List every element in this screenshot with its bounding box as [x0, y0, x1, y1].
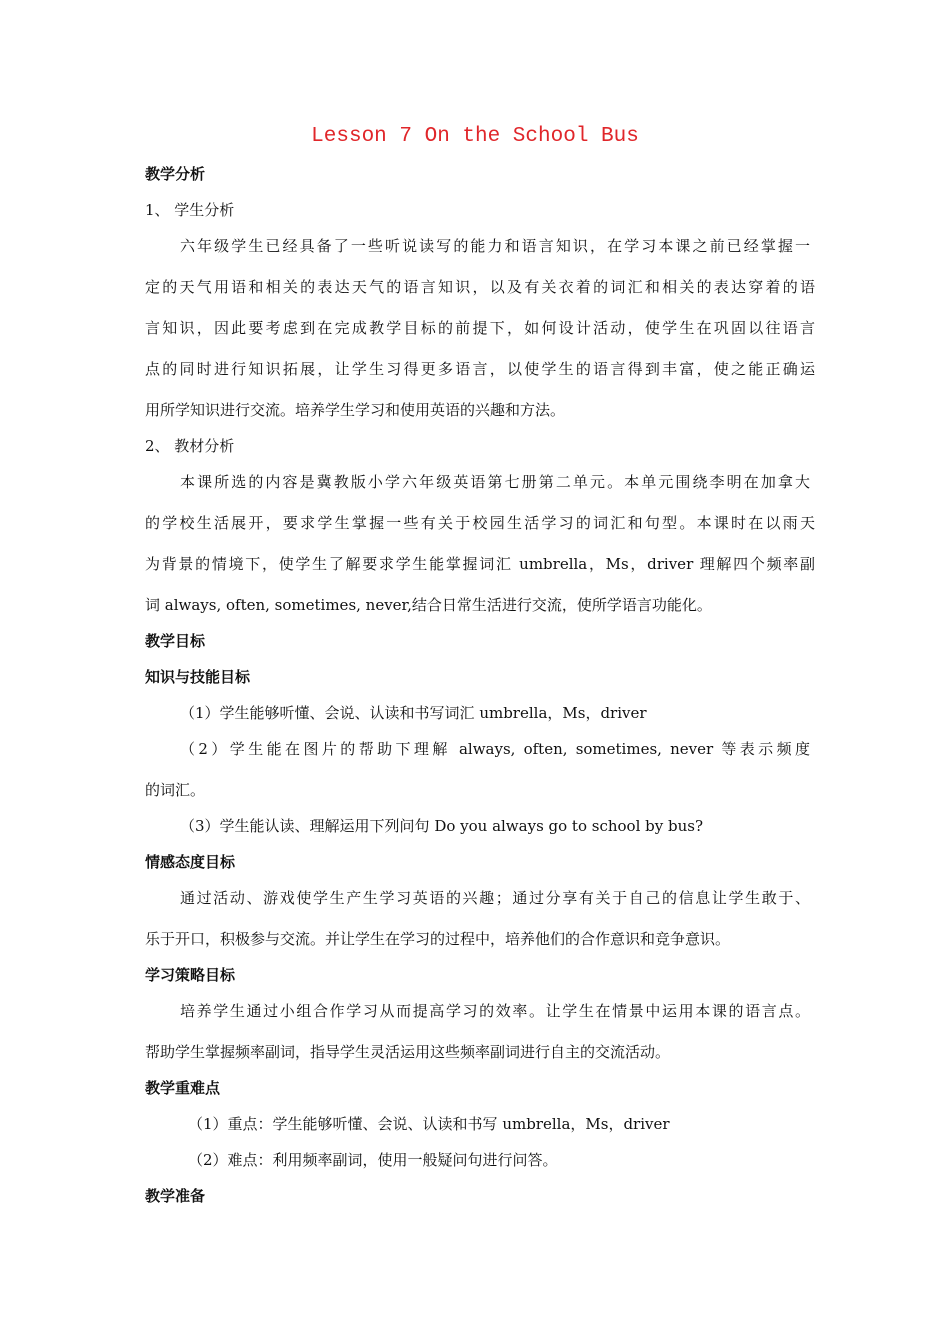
paragraph-line: 用所学知识进行交流。培养学生学习和使用英语的兴趣和方法。 — [145, 401, 566, 419]
paragraph-line: 定的天气用语和相关的表达天气的语言知识，以及有关衣着的词汇和相关的表达穿着的语 — [145, 278, 815, 296]
heading-teaching-preparation: 教学准备 — [145, 1187, 206, 1205]
paragraph-line: 本课所选的内容是冀教版小学六年级英语第七册第二单元。本单元围绕李明在加拿大 — [180, 473, 810, 491]
key-point-item: （1）重点：学生能够听懂、会说、认读和书写 umbrella，Ms，driver — [188, 1115, 670, 1133]
difficult-point-item: （2）难点：利用频率副词，使用一般疑问句进行问答。 — [188, 1151, 558, 1169]
paragraph-line: 的学校生活展开，要求学生掌握一些有关于校园生活学习的词汇和句型。本课时在以雨天 — [145, 514, 815, 532]
paragraph-line: 为背景的情境下，使学生了解要求学生能掌握词汇 umbrella，Ms，driver 理解四个频率副 — [145, 555, 815, 573]
paragraph-line: 帮助学生掌握频率副词，指导学生灵活运用这些频率副词进行自主的交流活动。 — [145, 1043, 671, 1061]
objective-item: （1）学生能够听懂、会说、认读和书写词汇 umbrella，Ms，driver — [180, 704, 647, 722]
lesson-title: Lesson 7 On the School Bus — [311, 125, 639, 148]
paragraph-line: 词 always, often, sometimes, never,结合日常生活进行交流，使所学语言功能化。 — [145, 596, 712, 614]
objective-item: （3）学生能认读、理解运用下列问句 Do you always go to school by bus? — [180, 817, 703, 835]
heading-knowledge-skills: 知识与技能目标 — [145, 668, 251, 686]
heading-key-difficult-points: 教学重难点 — [145, 1079, 221, 1097]
paragraph-line: 的词汇。 — [145, 781, 206, 799]
paragraph-line: 六年级学生已经具备了一些听说读写的能力和语言知识，在学习本课之前已经掌握一 — [180, 237, 810, 255]
heading-emotional-attitude: 情感态度目标 — [145, 853, 236, 871]
heading-teaching-analysis: 教学分析 — [145, 165, 206, 183]
objective-item: （2）学生能在图片的帮助下理解 always, often, sometimes, never 等表示频度 — [180, 740, 810, 758]
paragraph-line: 点的同时进行知识拓展，让学生习得更多语言，以使学生的语言得到丰富，使之能正确运 — [145, 360, 815, 378]
subheading-student-analysis: 1、 学生分析 — [145, 201, 235, 219]
subheading-material-analysis: 2、 教材分析 — [145, 437, 235, 455]
heading-learning-strategy: 学习策略目标 — [145, 966, 236, 984]
paragraph-line: 言知识，因此要考虑到在完成教学目标的前提下，如何设计活动，使学生在巩固以往语言 — [145, 319, 815, 337]
paragraph-line: 乐于开口，积极参与交流。并让学生在学习的过程中，培养他们的合作意识和竞争意识。 — [145, 930, 731, 948]
paragraph-line: 培养学生通过小组合作学习从而提高学习的效率。让学生在情景中运用本课的语言点。 — [180, 1002, 810, 1020]
paragraph-line: 通过活动、游戏使学生产生学习英语的兴趣；通过分享有关于自己的信息让学生敢于、 — [180, 889, 810, 907]
heading-teaching-objectives: 教学目标 — [145, 632, 206, 650]
